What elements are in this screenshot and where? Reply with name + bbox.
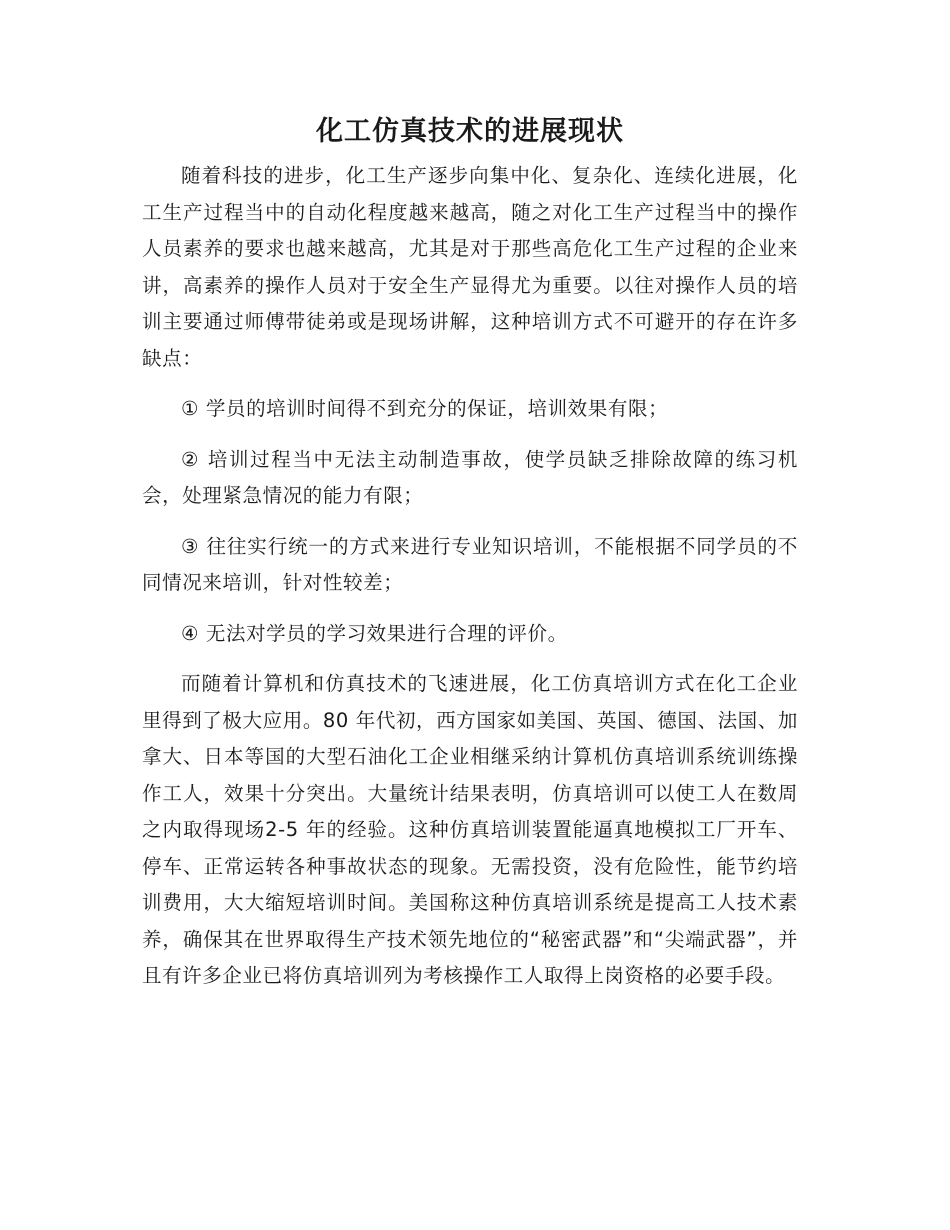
paragraph-point-4: ④ 无法对学员的学习效果进行合理的评价。 <box>181 621 568 645</box>
paragraph-point-1: ① 学员的培训时间得不到充分的保证，培训效果有限； <box>181 397 669 420</box>
page-title: 化工仿真技术的进展现状 <box>316 116 624 147</box>
paragraph-point-3: ③ 往往实行统一的方式来进行专业知识培训，不能根据不同学员的不同情况来培训，针对性较差； <box>142 534 798 594</box>
paragraph-intro: 随着科技的进步，化工生产逐步向集中化、复杂化、连续化进展，化工生产过程当中的自动化程度越来越高，随之对化工生产过程当中的操作人员素养的要求也越来越高，尤其是对于那些高危化工生产过程的企业来讲，高素养的操作人员对于安全生产显得尤为重要。以往对操作人员的培训主要通过师傅带徒弟或是现场讲解，这种培训方式不可避开的存在许多缺点： <box>142 164 798 370</box>
paragraph-point-2: ② 培训过程当中无法主动制造事故，使学员缺乏排除故障的练习机会，处理紧急情况的能力有限； <box>142 447 798 507</box>
document-body <box>142 112 798 1009</box>
paragraph-development: 而随着计算机和仿真技术的飞速进展，化工仿真培训方式在化工企业里得到了极大应用。80 年代初，西方国家如美国、英国、德国、法国、加拿大、日本等国的大型石油化工企业相继采纳计算机仿真培训系统训练操作工人，效果十分突出。大量统计结果表明，仿真培训可以使工人在数周之内取得现场2-5 年的经验。这种仿真培训装置能逼真地模拟工厂开车、停车、正常运转各种事故状态的现象。无需投资，没有危险性，能节约培训费用，大大缩短培训时间。美国称这种仿真培训系统是提高工人技术素养，确保其在世界取得生产技术领先地位的“秘密武器”和“尖端武器”，并且有许多企业已将仿真培训列为考核操作工人取得上岗资格的必要手段。 <box>142 672 798 987</box>
